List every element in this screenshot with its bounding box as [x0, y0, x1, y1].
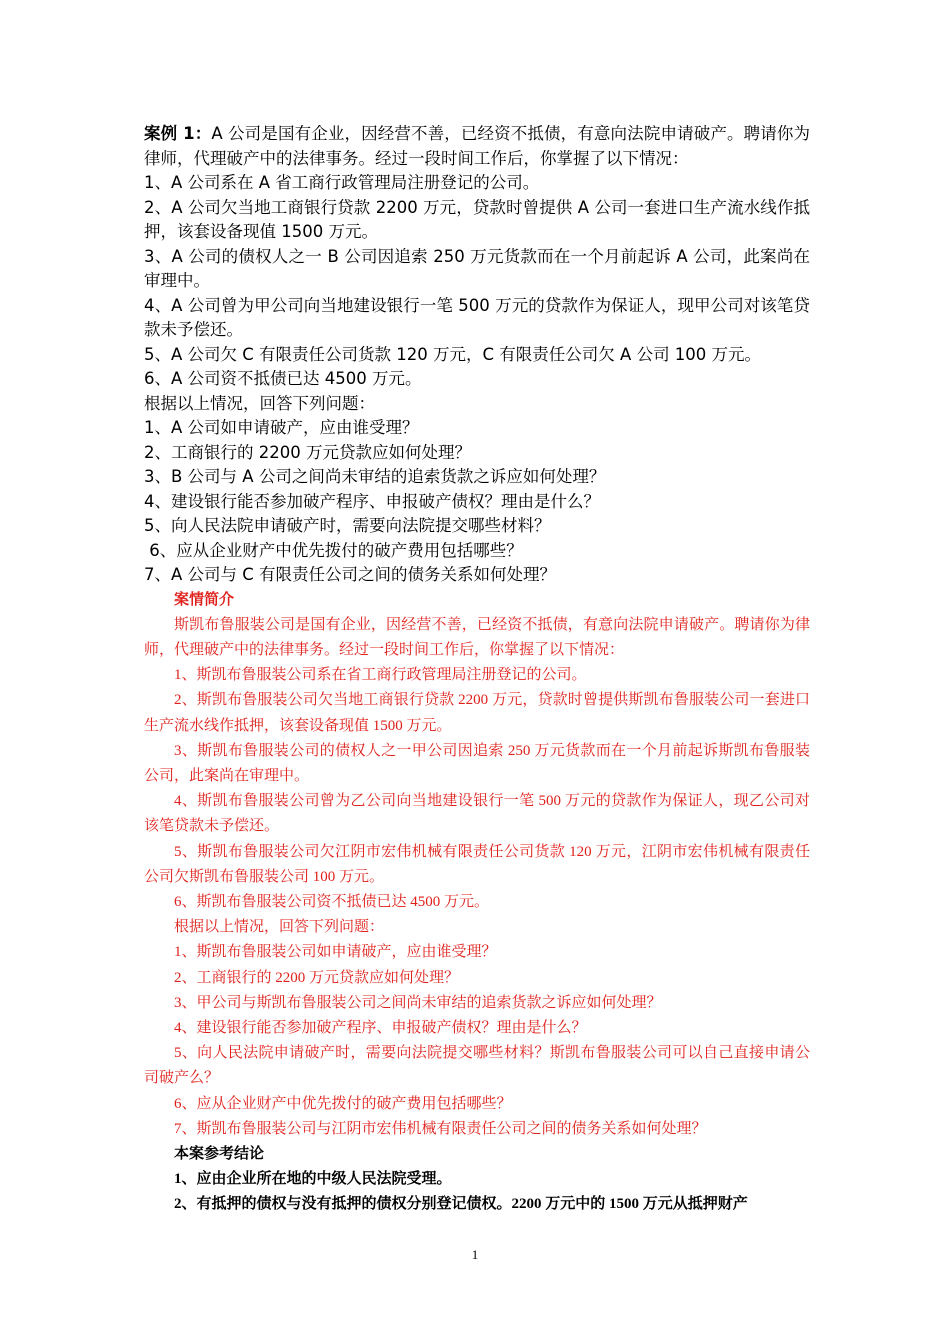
page-number: 1: [471, 1247, 479, 1262]
summary-section: [144, 588, 810, 1142]
question-7: 7、A 公司与 C 有限责任公司之间的债务关系如何处理？: [144, 565, 557, 584]
question-6: 6、应从企业财产中优先拨付的破产费用包括哪些？: [144, 540, 523, 560]
summary-intro: 斯凯布鲁服装公司是国有企业，因经营不善，已经资不抵债，有意向法院申请破产。聘请你为律师，代理破产中的法律事务。经过一段时间工作后，你掌握了以下情况：: [144, 616, 810, 658]
question-lead: 根据以上情况，回答下列问题：: [144, 393, 375, 413]
summary-fact-2: 2、斯凯布鲁服装公司欠当地工商银行贷款 2200 万元，贷款时曾提供斯凯布鲁服装公司一套进口生产流水线作抵押，该套设备现值 1500 万元。: [144, 692, 810, 734]
summary-fact-1: 1、斯凯布鲁服装公司系在省工商行政管理局注册登记的公司。: [174, 667, 587, 684]
summary-question-6: 6、应从企业财产中优先拨付的破产费用包括哪些？: [174, 1095, 512, 1112]
summary-question-5: 5、向人民法院申请破产时，需要向法院提交哪些材料？斯凯布鲁服装公司可以自己直接申请公司破产么？: [144, 1045, 810, 1087]
case-title: 案例 1：: [144, 124, 212, 143]
fact-4: 4、A 公司曾为甲公司向当地建设银行一笔 500 万元的贷款作为保证人，现甲公司对该笔贷款未予偿还。: [144, 295, 810, 339]
question-5: 5、向人民法院申请破产时，需要向法院提交哪些材料？: [144, 516, 551, 535]
conclusion-heading: 本案参考结论: [174, 1145, 265, 1162]
fact-3: 3、A 公司的债权人之一 B 公司因追索 250 万元货款而在一个月前起诉 A 公司，此案尚在审理中。: [144, 246, 810, 290]
fact-5: 5、A 公司欠 C 有限责任公司货款 120 万元，C 有限责任公司欠 A 公司 100 万元。: [144, 344, 762, 364]
summary-fact-3: 3、斯凯布鲁服装公司的债权人之一甲公司因追索 250 万元货款而在一个月前起诉斯凯布鲁服装公司，此案尚在审理中。: [144, 742, 810, 784]
conclusion-1: 1、应由企业所在地的中级人民法院受理。: [174, 1171, 452, 1188]
question-3: 3、B 公司与 A 公司之间尚未审结的追索货款之诉应如何处理？: [144, 467, 606, 486]
summary-question-lead: 根据以上情况，回答下列问题：: [174, 919, 385, 936]
case-section: [144, 122, 810, 588]
summary-fact-5: 5、斯凯布鲁服装公司欠江阴市宏伟机械有限责任公司货款 120 万元，江阴市宏伟机械有限责任公司欠斯凯布鲁服装公司 100 万元。: [144, 843, 810, 885]
summary-heading: 案情简介: [174, 591, 235, 608]
fact-1: 1、A 公司系在 A 省工商行政管理局注册登记的公司。: [144, 173, 540, 192]
summary-question-7: 7、斯凯布鲁服装公司与江阴市宏伟机械有限责任公司之间的债务关系如何处理？: [174, 1120, 707, 1137]
summary-question-4: 4、建设银行能否参加破产程序、申报破产债权？理由是什么？: [174, 1019, 587, 1036]
question-2: 2、工商银行的 2200 万元贷款应如何处理？: [144, 442, 471, 462]
conclusion-section: [144, 1142, 810, 1218]
fact-2: 2、A 公司欠当地工商银行贷款 2200 万元，贷款时曾提供 A 公司一套进口生产流水线作抵押，该套设备现值 1500 万元。: [144, 197, 810, 241]
case-intro: A 公司是国有企业，因经营不善，已经资不抵债，有意向法院申请破产。聘请你为律师，代理破产中的法律事务。经过一段时间工作后，你掌握了以下情况：: [144, 124, 810, 168]
question-4: 4、建设银行能否参加破产程序、申报破产债权？理由是什么？: [144, 491, 600, 511]
question-1: 1、A 公司如申请破产，应由谁受理？: [144, 418, 419, 437]
case-intro-paragraph: [144, 122, 810, 171]
summary-fact-6: 6、斯凯布鲁服装公司资不抵债已达 4500 万元。: [174, 893, 490, 910]
document-body: [144, 122, 810, 1218]
summary-fact-4: 4、斯凯布鲁服装公司曾为乙公司向当地建设银行一笔 500 万元的贷款作为保证人，现乙公司对该笔贷款未予偿还。: [144, 793, 810, 835]
summary-question-1: 1、斯凯布鲁服装公司如申请破产，应由谁受理？: [174, 944, 497, 961]
conclusion-2: 2、有抵押的债权与没有抵押的债权分别登记债权。2200 万元中的 1500 万元从抵押财产: [174, 1196, 748, 1213]
summary-question-3: 3、甲公司与斯凯布鲁服装公司之间尚未审结的追索货款之诉应如何处理？: [174, 994, 662, 1011]
fact-6: 6、A 公司资不抵债已达 4500 万元。: [144, 369, 422, 388]
summary-question-2: 2、工商银行的 2200 万元贷款应如何处理？: [174, 969, 460, 986]
